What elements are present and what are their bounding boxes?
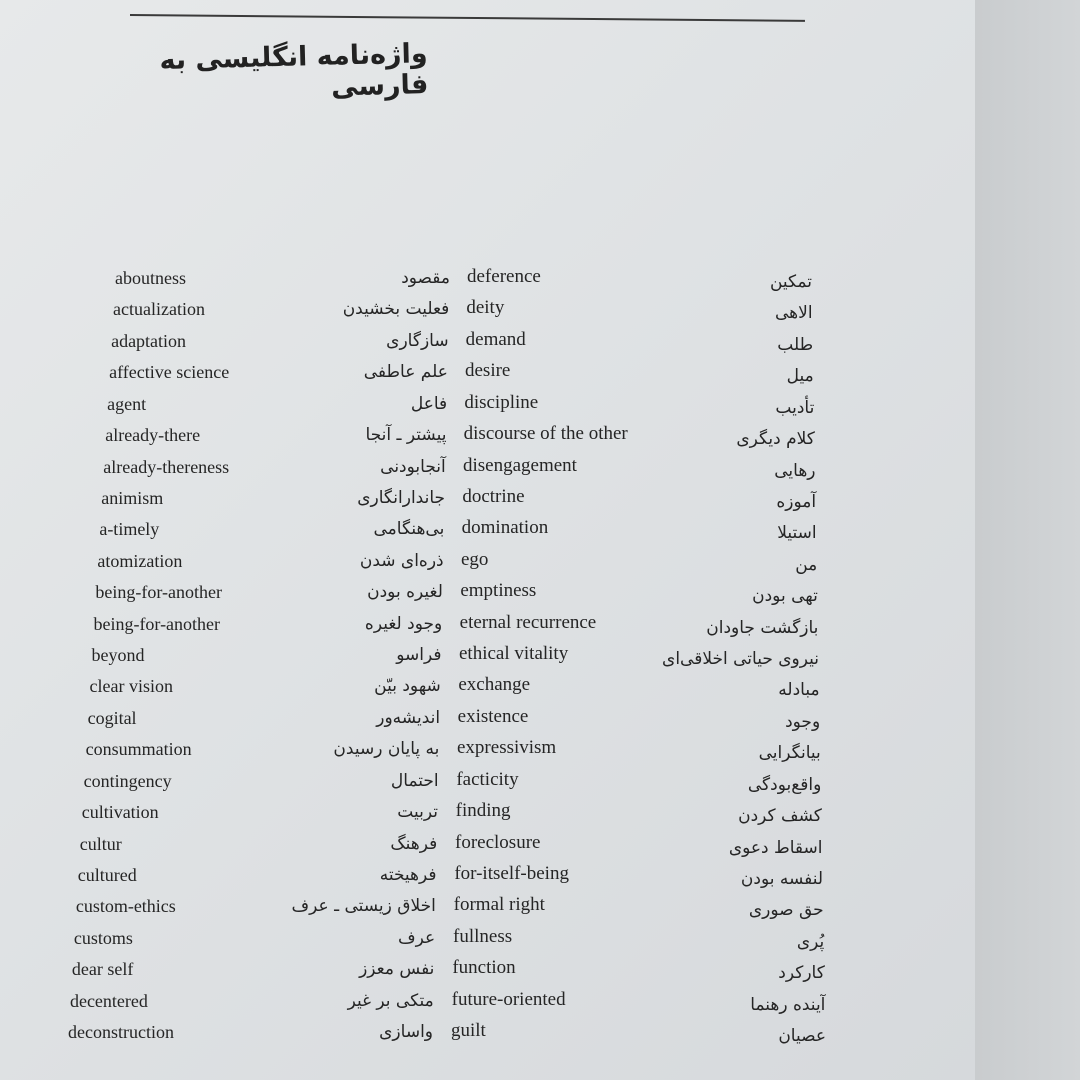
persian-equivalent: متکی بر غیر <box>347 990 434 1011</box>
persian-equivalent: احتمال <box>390 770 439 791</box>
english-term: clear vision <box>89 676 174 697</box>
english-term: deity <box>466 297 505 319</box>
english-term: for-itself-being <box>454 862 569 884</box>
english-term: a-timely <box>99 519 160 540</box>
english-term: adaptation <box>111 330 187 351</box>
persian-equivalent: بازگشت جاودان <box>706 617 819 638</box>
persian-equivalent: آنجابودنی <box>380 456 446 477</box>
english-term: decentered <box>69 990 148 1011</box>
persian-equivalent: نیروی حیاتی اخلاقی‌ای <box>662 649 819 669</box>
glossary-row <box>0 739 975 771</box>
english-term: cogital <box>87 707 137 728</box>
english-term: customs <box>73 927 133 948</box>
glossary-row <box>0 988 975 1023</box>
persian-equivalent: سازگاری <box>386 330 449 351</box>
persian-equivalent: تربیت <box>397 802 438 823</box>
english-term: being-for-another <box>95 582 222 603</box>
english-term: discourse of the other <box>463 423 628 445</box>
persian-equivalent: کارکرد <box>778 963 825 984</box>
page-edge-shadow <box>975 0 1080 1080</box>
persian-equivalent: علم عاطفی <box>363 362 448 383</box>
glossary-row <box>0 454 975 489</box>
persian-equivalent: پُری <box>796 931 825 952</box>
english-term: eternal recurrence <box>459 611 597 633</box>
persian-equivalent: تهی بودن <box>752 586 818 607</box>
persian-equivalent: رهایی <box>774 460 816 481</box>
english-term: emptiness <box>460 580 537 602</box>
persian-equivalent: فرهنگ <box>390 833 438 854</box>
glossary-row <box>0 705 975 740</box>
english-term: cultivation <box>81 802 159 823</box>
persian-equivalent: الاهی <box>775 303 813 324</box>
glossary-row <box>0 268 975 300</box>
english-term: foreclosure <box>455 831 541 853</box>
english-term: atomization <box>97 550 183 571</box>
persian-equivalent: واقع‌بودگی <box>747 774 822 795</box>
persian-equivalent: نفس معزز <box>359 959 435 980</box>
glossary-row <box>0 519 975 551</box>
persian-equivalent: لغیره بودن <box>367 582 443 603</box>
persian-equivalent: بی‌هنگامی <box>373 519 445 540</box>
english-term: agent <box>107 393 147 414</box>
persian-equivalent: اندیشه‌ور <box>376 707 441 728</box>
glossary-row <box>0 768 975 803</box>
persian-equivalent: فرهیخته <box>379 864 437 885</box>
persian-equivalent: تمکین <box>769 272 812 292</box>
persian-equivalent: وجود <box>785 711 821 732</box>
glossary-row <box>0 896 975 928</box>
persian-equivalent: طلب <box>777 334 814 355</box>
english-term: custom-ethics <box>75 896 176 917</box>
english-term: expressivism <box>457 737 557 759</box>
english-term: finding <box>455 800 511 822</box>
persian-equivalent: استیلا <box>777 523 817 544</box>
english-term: contingency <box>83 770 172 791</box>
english-term: exchange <box>458 674 531 696</box>
glossary-row <box>0 959 975 991</box>
page-title: واژه‌نامه انگلیسی به فارسی <box>159 38 429 103</box>
english-term: demand <box>465 328 526 350</box>
persian-equivalent: آینده رهنما <box>750 994 826 1015</box>
english-term: already-there <box>105 425 201 446</box>
persian-equivalent: عصیان <box>778 1026 826 1046</box>
english-term: consummation <box>85 739 192 760</box>
persian-equivalent: پیشتر ـ آنجا <box>365 425 447 446</box>
english-term: actualization <box>113 299 205 320</box>
persian-equivalent: آموزه <box>776 491 817 512</box>
persian-equivalent: فعلیت بخشیدن <box>342 299 450 320</box>
persian-equivalent: لنفسه بودن <box>740 868 824 889</box>
english-term: facticity <box>456 768 519 790</box>
glossary-row <box>0 862 975 897</box>
english-term: discipline <box>464 391 539 413</box>
glossary-row <box>0 582 975 614</box>
persian-equivalent: شهود بیّن <box>374 676 441 697</box>
persian-equivalent: بیانگرایی <box>758 743 821 764</box>
glossary-row <box>0 548 975 583</box>
english-term: disengagement <box>463 454 577 476</box>
glossary-row <box>0 391 975 426</box>
english-term: dear self <box>71 959 134 980</box>
persian-equivalent: کشف کردن <box>738 806 822 827</box>
glossary-row <box>0 362 975 394</box>
english-term: deference <box>467 266 541 287</box>
persian-equivalent: عرف <box>397 927 436 948</box>
english-term: existence <box>457 705 529 727</box>
english-term: function <box>452 957 516 979</box>
persian-equivalent: وجود لغیره <box>364 613 443 634</box>
persian-equivalent: اخلاق زیستی ـ عرف <box>291 896 436 917</box>
english-term: cultured <box>77 864 137 885</box>
persian-equivalent: اسقاط دعوی <box>728 837 823 858</box>
english-term: affective science <box>109 362 230 383</box>
english-term: deconstruction <box>68 1022 174 1042</box>
english-term: formal right <box>453 894 545 916</box>
english-term: being-for-another <box>93 613 221 634</box>
english-term: animism <box>101 487 164 508</box>
persian-equivalent: ذره‌ای شدن <box>359 550 444 571</box>
glossary-row <box>0 645 975 677</box>
persian-equivalent: حق صوری <box>748 900 824 921</box>
english-term: future-oriented <box>451 988 566 1010</box>
persian-equivalent: میل <box>786 366 814 387</box>
glossary-row <box>0 676 975 708</box>
persian-equivalent: جاندارانگاری <box>357 487 446 508</box>
glossary-row <box>0 802 975 834</box>
english-term: ego <box>461 548 489 570</box>
persian-equivalent: فاعل <box>410 393 448 414</box>
persian-equivalent: فراسو <box>396 645 442 665</box>
english-term: domination <box>461 517 549 539</box>
persian-equivalent: مقصود <box>401 268 450 288</box>
english-term: ethical vitality <box>459 643 569 664</box>
persian-equivalent: کلام دیگری <box>736 429 815 450</box>
persian-equivalent: من <box>795 554 818 575</box>
english-term: desire <box>465 360 511 382</box>
english-term: cultur <box>79 833 122 854</box>
persian-equivalent: واسازی <box>379 1022 433 1042</box>
glossary-row <box>0 925 975 960</box>
glossary-row <box>0 485 975 520</box>
glossary-row <box>0 425 975 457</box>
english-term: guilt <box>451 1020 486 1041</box>
glossary-row <box>0 299 975 331</box>
english-term: aboutness <box>115 268 186 288</box>
persian-equivalent: به پایان رسیدن <box>333 739 440 760</box>
english-term: fullness <box>453 925 513 947</box>
glossary-row <box>0 328 975 363</box>
glossary-row <box>0 831 975 866</box>
persian-equivalent: تأدیب <box>775 397 815 418</box>
english-term: beyond <box>91 645 145 665</box>
persian-equivalent: مبادله <box>778 680 820 701</box>
glossary-row <box>0 611 975 646</box>
english-term: already-thereness <box>103 456 230 477</box>
glossary-row <box>0 1022 975 1054</box>
english-term: doctrine <box>462 485 525 507</box>
